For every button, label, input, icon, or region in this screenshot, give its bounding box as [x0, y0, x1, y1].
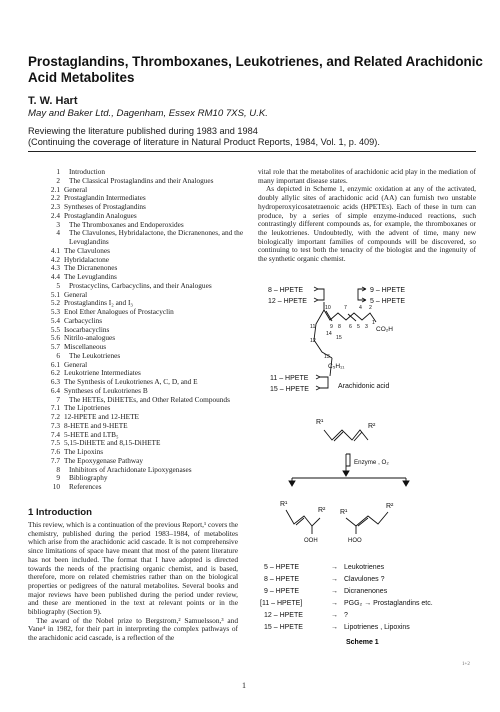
product-to: Clavulones ? [344, 576, 385, 583]
divider [28, 151, 476, 152]
toc-number: 7 [56, 394, 60, 404]
atom-15: 15 [336, 335, 342, 341]
section-heading-introduction: 1 Introduction [28, 507, 92, 518]
paragraph: vital role that the metabolites of arachidonic acid play in the mediation of many important disease states. [258, 167, 476, 185]
product-to: ? [344, 612, 348, 619]
r1-right: R¹ [340, 509, 348, 516]
atom-9: 9 [330, 324, 333, 330]
toc-title: The Thromboxanes and Endoperoxides [69, 219, 184, 229]
product-from: 15 – HPETE [264, 624, 303, 631]
toc-number: 7.5 [50, 438, 60, 448]
toc-number: 6.4 [50, 385, 60, 395]
toc-title: Hybridalactone [64, 254, 109, 264]
bracket-left-top [318, 289, 324, 300]
product-to: Leukotrienes [344, 564, 385, 571]
product-row [264, 624, 410, 631]
toc-title: General [64, 359, 88, 369]
toc-number: 7.6 [50, 447, 60, 456]
toc-title: The Epoxygenase Pathway [64, 455, 144, 465]
article-title: Prostaglandins, Thromboxanes, Leukotrienes, and Related Arachidonic Acid Metabolites [28, 54, 483, 85]
label-9-hpete: 9 – HPETE [370, 287, 406, 294]
atom-8: 8 [338, 324, 341, 330]
toc-number: 6.3 [50, 377, 60, 386]
toc-title: The HETEs, DiHETEs, and Other Related Compounds [69, 394, 230, 404]
toc-title: Prostaglandins I₂ and I₃ [64, 298, 133, 308]
toc-title: Carbacyclins [64, 315, 103, 325]
toc-number: 5.3 [50, 307, 60, 316]
label-12-hpete: 12 – HPETE [268, 298, 307, 305]
toc-number: 2.1 [50, 184, 60, 194]
toc-title: The Dicranenones [64, 263, 118, 273]
corner-mark: 1+2 [462, 662, 470, 667]
toc-item [34, 483, 244, 492]
atom-3: 3 [365, 324, 368, 330]
toc-number: 5.6 [50, 333, 60, 343]
toc-title: Miscellaneous [64, 342, 107, 351]
r2-right: R² [386, 503, 394, 510]
r2-top: R² [368, 423, 376, 430]
toc-title: 5-HETE and LTB₅ [64, 429, 119, 439]
arrow-glyph: → [331, 588, 338, 595]
toc-item [34, 466, 244, 475]
toc-title: Introduction [69, 167, 106, 176]
label-c5h11: C₅H₁₁ [328, 363, 345, 370]
hydroperoxide-left [286, 510, 320, 526]
atom-13: 13 [324, 354, 330, 360]
toc-title: The Clavulones, Hybridalactone, the Dicranenones, and the Levuglandins [69, 228, 244, 246]
scheme-1 [258, 280, 476, 646]
toc-number: 5.7 [50, 342, 60, 351]
toc-number: 6 [56, 350, 60, 360]
review-period: Reviewing the literature published during 1983 and 1984 [28, 126, 258, 136]
toc-number: 2 [56, 175, 60, 185]
product-row [264, 588, 388, 595]
toc-number: 8 [56, 464, 60, 474]
paragraph: As depicted in Scheme 1, enzymic oxidation at any of the activated, doubly allylic sites of arachidonic acid (AA) can furnish two unstable hydroperoxyicosatetraenoic acids (HPETEs). Each of these in turn can produce, by a series of simple enzyme-induced reactions, such contrastingly different compounds as, for example, the thromboxanes or the leukotrienes. Undoubtedly, with the advent of time, many new biologically important families of compounds will be discovered, so continuing to test both the tenacity of the biologist and the ingenuity of the synthetic organic chemist. [258, 184, 476, 264]
toc-item [34, 474, 244, 483]
toc-number: 4.3 [50, 263, 60, 273]
toc-number: 6.1 [50, 359, 60, 369]
toc-title: Nitrilo-analogues [64, 333, 116, 343]
atom-2: 2 [369, 305, 372, 311]
toc-title: References [69, 482, 102, 491]
product-row [264, 564, 385, 571]
paragraph: The award of the Nobel prize to Bergstrom,² Samuelsson,³ and Vane⁴ in 1982, for their part in interpreting the complex pathways of the arachidonic acid cascade, is a reflection of the [28, 615, 238, 643]
toc-title: The Lipoxins [64, 447, 104, 456]
atom-10: 10 [325, 305, 331, 311]
arrow-glyph: → [331, 612, 338, 619]
toc-title: General [64, 184, 88, 194]
atom-14: 14 [326, 331, 332, 337]
toc-number: 2.2 [50, 193, 60, 203]
bracket-left-bottom [320, 377, 328, 388]
toc-number: 7.3 [50, 420, 60, 430]
toc-title: Isocarbacyclins [64, 324, 110, 334]
toc-number: 3 [56, 219, 60, 229]
atom-6: 6 [349, 324, 352, 330]
toc-title: Prostaglandin Analogues [64, 210, 137, 220]
label-enzyme-o2: Enzyme , O₂ [354, 459, 389, 466]
paragraph: This review, which is a continuation of the previous Report,¹ covers the chemistry, published during the period 1983–1984, of metabolites which arise from the arachidonic acid cascade. It is not comprehensive since limitations of space have meant that most of the patent literature has not been included. The format that I have adopted is directed towards the needs of the practising organic chemist, and is based, therefore, more on related chemistries rather than on the biological properties or pedigrees of the natural metabolites. Several books and major reviews have been published during the period under review, and these are mentioned in the text at relevant points or in the bibliography (Section 9). [28, 520, 238, 617]
page-number: 1 [242, 681, 246, 690]
toc-title: Prostacyclins, Carbacyclins, and their Analogues [69, 280, 212, 290]
label-5-hpete: 5 – HPETE [370, 298, 406, 305]
arrow-glyph: → [331, 576, 338, 583]
arrow-glyph: → [331, 624, 338, 631]
toc-number: 5.1 [50, 289, 60, 299]
toc-number: 4.2 [50, 254, 60, 264]
toc-number: 6.2 [50, 368, 60, 378]
right-column-text [258, 168, 476, 264]
toc-title: Leukotriene Intermediates [64, 368, 141, 378]
toc-number: 2.4 [50, 210, 60, 220]
product-from: 12 – HPETE [264, 612, 303, 619]
atom-11: 11 [310, 324, 316, 330]
toc-number: 7.1 [50, 403, 60, 413]
toc-title: Inhibitors of Arachidonate Lipoxygenases [69, 464, 192, 474]
toc-number: 2.3 [50, 202, 60, 211]
product-row [260, 600, 433, 607]
atom-1: 1 [372, 320, 375, 326]
toc-item [34, 343, 244, 352]
label-11-hpete: 11 – HPETE [270, 375, 309, 382]
toc-title: Bibliography [69, 473, 108, 483]
arrow-glyph: → [331, 564, 338, 571]
toc-title: General [64, 289, 88, 299]
atom-7: 7 [344, 305, 347, 311]
r2-left: R² [318, 507, 326, 514]
product-from: 9 – HPETE [264, 588, 300, 595]
toc-title: Syntheses of Prostaglandins [64, 202, 146, 211]
introduction-text [28, 521, 238, 643]
toc-title: Prostaglandin Intermediates [64, 193, 146, 203]
toc-title: The Lipotrienes [64, 403, 111, 413]
product-from: 8 – HPETE [264, 576, 300, 583]
scheme-caption: Scheme 1 [346, 639, 379, 646]
toc-number: 4.4 [50, 272, 60, 281]
product-from: 5 – HPETE [264, 564, 300, 571]
label-co2h: CO₂H [376, 326, 393, 333]
toc-title: 12-HPETE and 12-HETE [64, 412, 139, 421]
toc-number: 10 [52, 482, 60, 491]
label-arachidonic-acid: Arachidonic acid [338, 383, 390, 390]
label-ooh: OOH [304, 538, 318, 544]
toc-number: 1 [56, 167, 60, 176]
toc-number: 5.4 [50, 315, 60, 325]
toc-title: 8-HETE and 9-HETE [64, 420, 128, 430]
toc-number: 9 [56, 473, 60, 483]
atom-4: 4 [359, 305, 362, 311]
scheme-diagram [258, 280, 476, 646]
r1-top: R¹ [316, 419, 324, 426]
atom-12: 12 [310, 338, 316, 344]
product-row [264, 576, 385, 583]
toc-number: 7.7 [50, 455, 60, 465]
table-of-contents [34, 168, 244, 492]
toc-number: 4.1 [50, 245, 60, 255]
label-15-hpete: 15 – HPETE [270, 386, 309, 393]
label-8-hpete: 8 – HPETE [268, 287, 304, 294]
toc-number: 5.5 [50, 324, 60, 334]
toc-number: 5.2 [50, 298, 60, 308]
toc-number: 5 [56, 280, 60, 290]
product-from: [11 – HPETE] [260, 600, 303, 607]
product-to: Lipotrienes , Lipoxins [344, 624, 410, 631]
toc-title: 5,15-DiHETE and 8,15-DiHETE [64, 438, 161, 448]
toc-number: 7.2 [50, 412, 60, 421]
affiliation: May and Baker Ltd., Dagenham, Essex RM10 7XS, U.K. [28, 108, 268, 119]
toc-item [34, 229, 244, 247]
toc-number: 4 [56, 228, 60, 238]
toc-number: 7.4 [50, 429, 60, 439]
product-to: Dicranenones [344, 588, 388, 595]
atom-5: 5 [357, 324, 360, 330]
toc-title: Syntheses of Leukotrienes B [64, 385, 148, 395]
product-to: PGG₂ → Prostaglandins etc. [344, 600, 433, 607]
toc-title: The Synthesis of Leukotrienes A, C, D, and E [64, 377, 198, 386]
toc-title: The Classical Prostaglandins and their Analogues [69, 175, 214, 185]
author: T. W. Hart [28, 95, 78, 107]
toc-title: The Levuglandins [64, 272, 117, 281]
r1-left: R¹ [280, 501, 288, 508]
toc-title: The Leukotrienes [69, 350, 121, 360]
review-coverage: (Continuing the coverage of literature in Natural Product Reports, 1984, Vol. 1, p. 409). [28, 137, 380, 147]
diene-chain [324, 430, 368, 440]
product-row [264, 612, 348, 619]
label-hoo: HOO [348, 538, 362, 544]
toc-title: Enol Ether Analogues of Prostacyclin [64, 307, 174, 316]
toc-title: The Clavulones [64, 245, 111, 255]
arrow-glyph: → [331, 600, 338, 607]
